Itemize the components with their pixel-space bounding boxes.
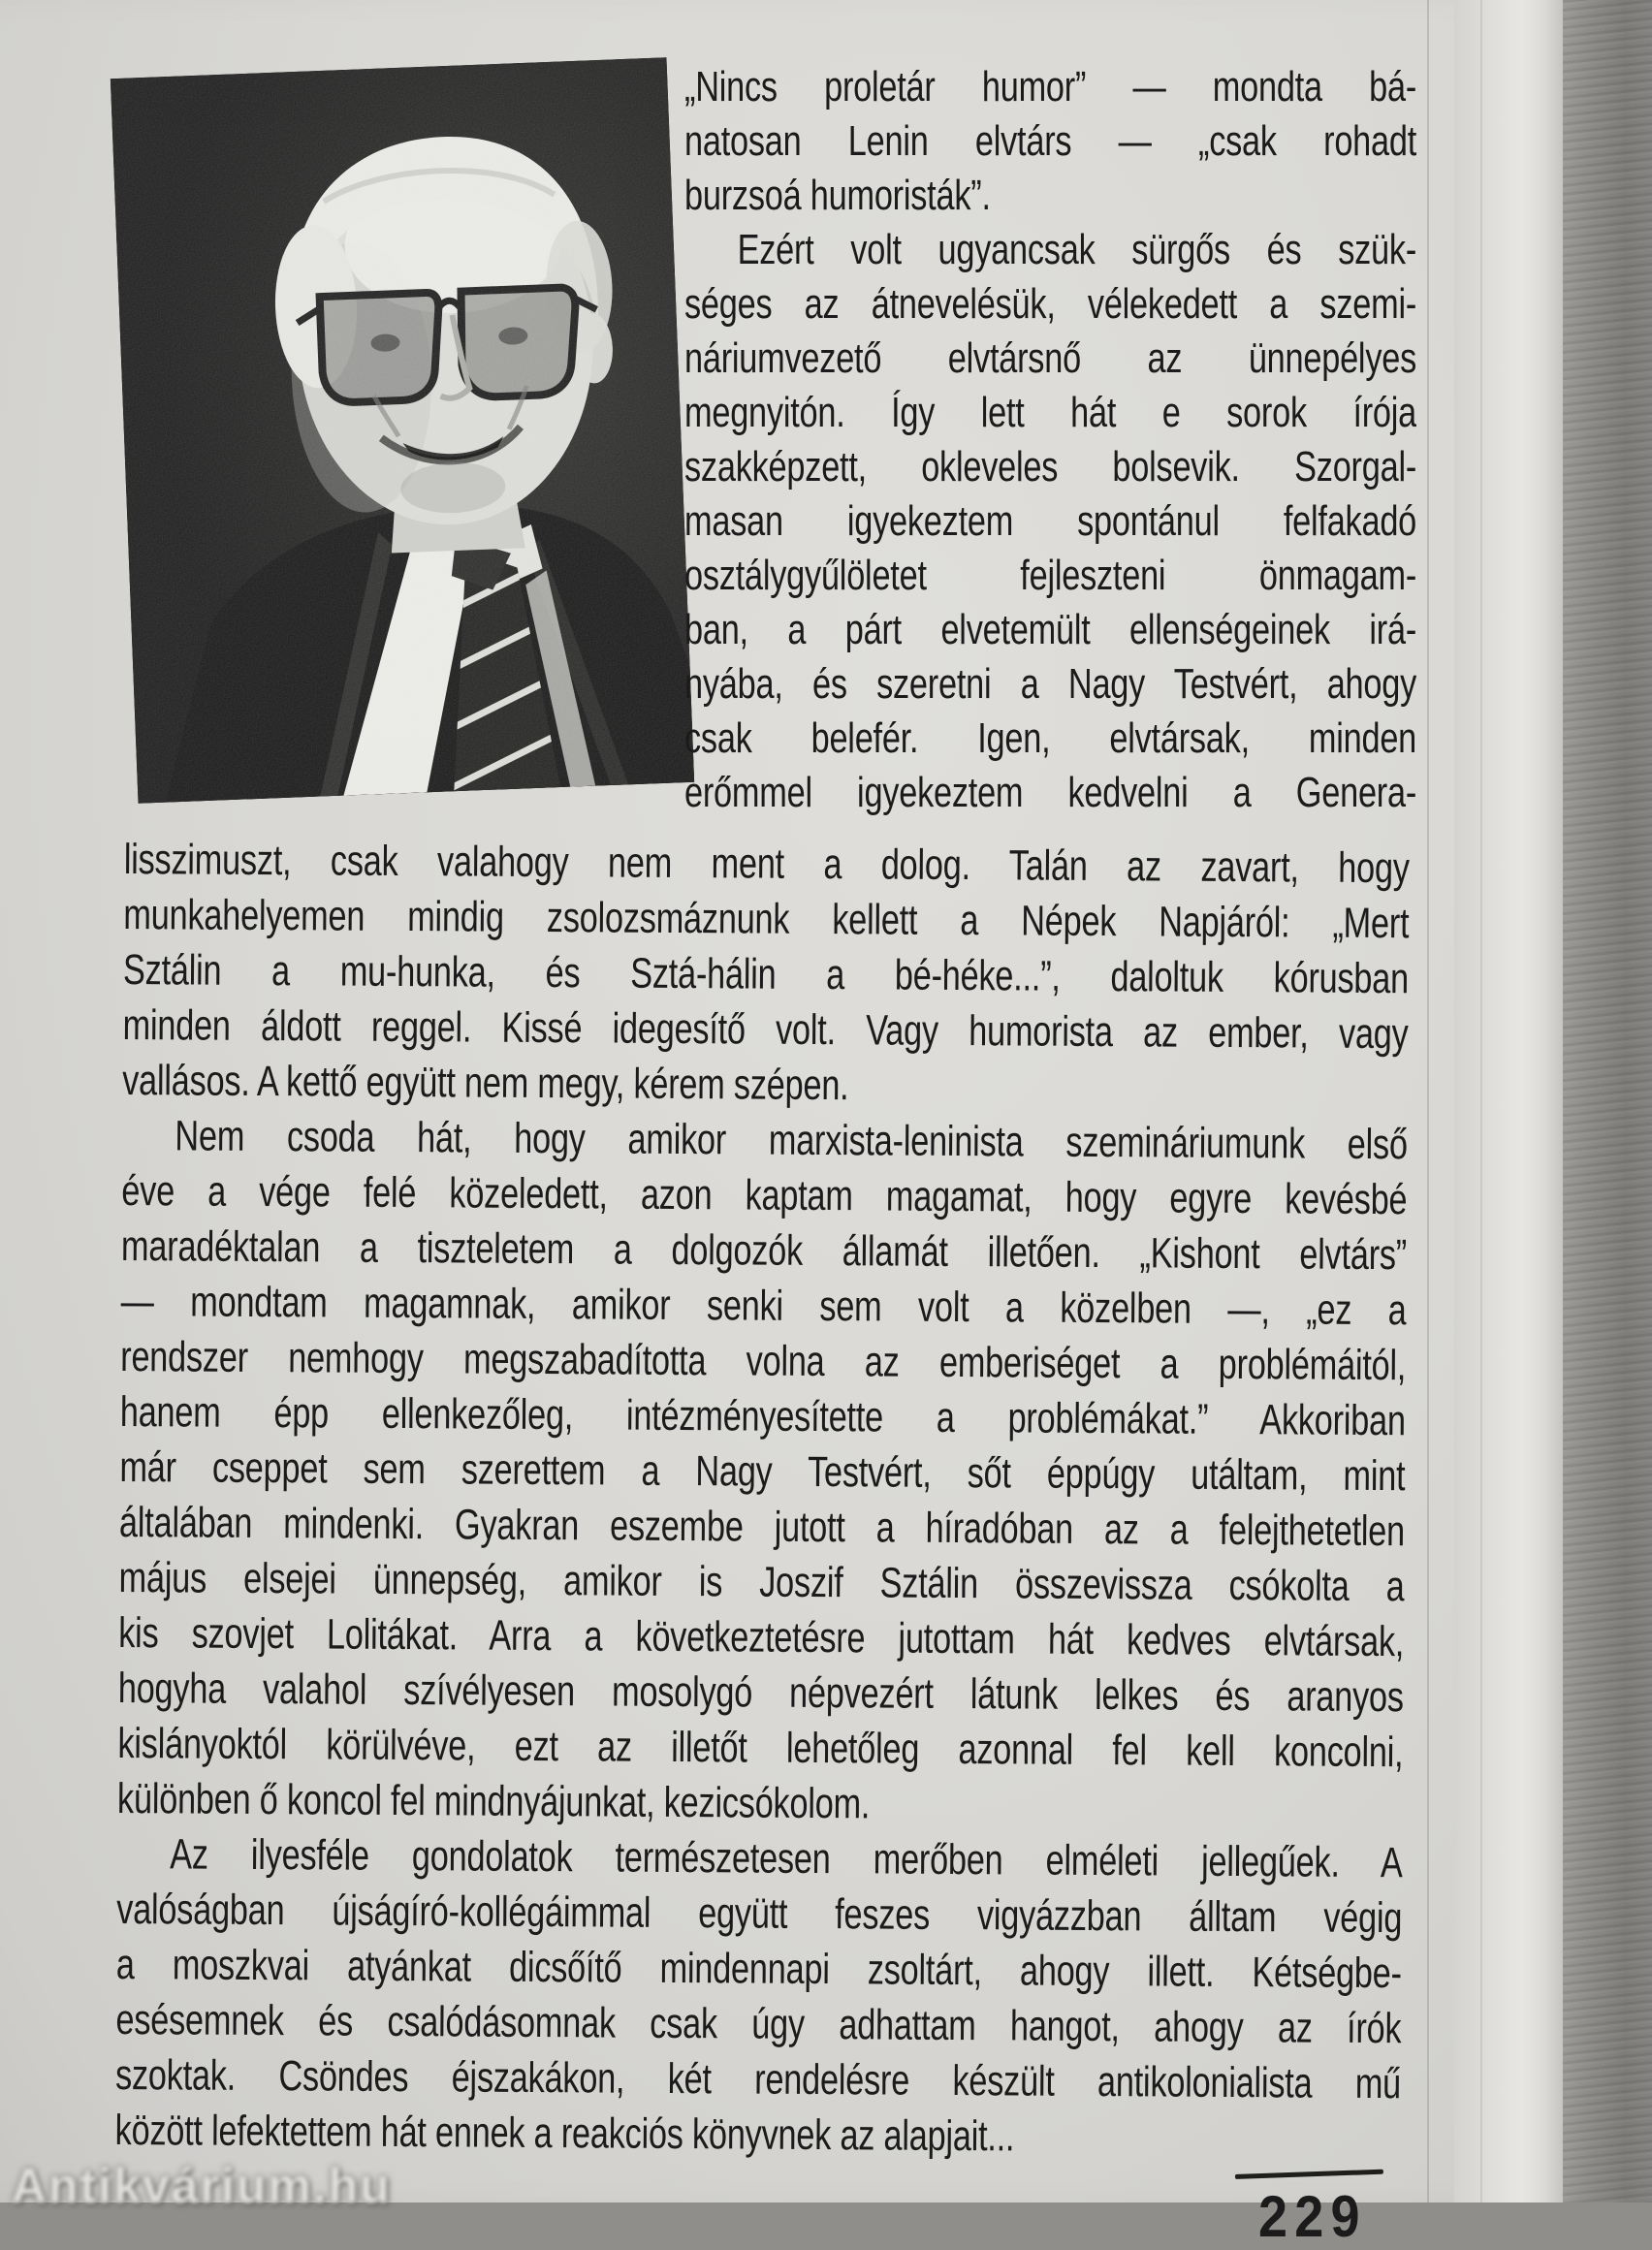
text-line: valóságban újságíró-kollégáimmal együtt feszes vigyázzban álltam végig <box>116 1885 1403 1943</box>
page-number-rule <box>1235 2170 1383 2179</box>
text-line: Sztálin a mu-hunka, és Sztá-hálin a bé-héke...”, daloltuk kórusban <box>122 945 1410 1003</box>
text-line: Az ilyesféle gondolatok természetesen merőben elméleti jellegűek. A <box>170 1830 1403 1887</box>
text-line: náriumvezető elvtársnő az ünnepélyes <box>684 334 1417 382</box>
text-line: masan igyekeztem spontánul felfakadó <box>684 497 1417 545</box>
text-line: — mondtam magamnak, amikor senki sem volt a közelben —, „ez a <box>120 1277 1407 1335</box>
text-line: maradéktalan a tiszteletem a dolgozók államát illetően. „Kishont elvtárs” <box>120 1221 1408 1280</box>
page-number: 229 <box>1258 2184 1367 2249</box>
text-line: minden áldott reggel. Kissé idegesítő volt. Vagy humorista az ember, vagy <box>122 1000 1409 1059</box>
text-line: kis szovjet Lolitákat. Arra a következtetésre jutottam hát kedves elvtársak, <box>118 1608 1405 1666</box>
text-line: esésemnek és csalódásomnak csak úgy adhattam hangot, ahogy az írók <box>115 1995 1402 2053</box>
text-line: „Nincs proletár humor” — mondta bá- <box>684 63 1417 111</box>
text-line: séges az átnevelésük, vélekedett a szemi- <box>684 280 1417 328</box>
text-line: Nem csoda hát, hogy amikor marxista-leninista szemináriumunk első <box>175 1112 1408 1169</box>
background-strip <box>1563 0 1652 2202</box>
text-line: kislányoktól körülvéve, ezt az illetőt lehetőleg azonnal fel kell koncolni, <box>117 1719 1404 1777</box>
intro-text-column <box>684 60 1417 820</box>
text-line: munkahelyemen mindig zsolozsmáznunk kellett a Népek Napjáról: „Mert <box>123 890 1410 948</box>
text-line: szakképzett, okleveles bolsevik. Szorgal- <box>684 443 1417 491</box>
text-line: lisszimuszt, csak valahogy nem ment a dolog. Talán az zavart, hogy <box>123 835 1410 893</box>
text-line: megnyitón. Így lett hát e sorok írója <box>684 389 1417 436</box>
text-line: vallásos. A kettő együtt nem megy, kérem szépen. <box>122 1056 849 1110</box>
text-line: csak belefér. Igen, elvtársak, minden <box>684 714 1417 762</box>
text-line: szoktak. Csöndes éjszakákon, két rendelésre készült antikolonialista mű <box>114 2050 1402 2108</box>
page-crease <box>1480 0 1482 2202</box>
portrait-photo <box>111 57 694 803</box>
text-line: különben ő koncol fel mindnyájunkat, kezicsókolom. <box>116 1774 871 1828</box>
text-line: ban, a párt elvetemült ellenségeinek irá- <box>684 606 1417 653</box>
page-edge <box>1454 0 1563 2202</box>
text-line: nyába, és szeretni a Nagy Testvért, ahogy <box>684 660 1417 708</box>
halftone-grain <box>111 57 694 803</box>
text-line: általában mindenki. Gyakran eszembe jutott a híradóban az a felejthetetlen <box>118 1498 1406 1556</box>
text-line: natosan Lenin elvtárs — „csak rohadt <box>684 117 1417 165</box>
text-line: május elsejei ünnepség, amikor is Joszif Sztálin összevissza csókolta a <box>118 1553 1405 1611</box>
body-text-column <box>114 832 1410 2167</box>
page-crease <box>1427 0 1429 2202</box>
text-line: a moszkvai atyánkat dicsőítő mindennapi zsoltárt, ahogy illett. Kétségbe- <box>115 1940 1402 1998</box>
text-line: között lefektettem hát ennek a reakciós könyvnek az alapjait... <box>114 2106 1015 2161</box>
text-line: már cseppet sem szerettem a Nagy Testvért, sőt éppúgy utáltam, mint <box>119 1442 1406 1501</box>
text-line: éve a vége felé közeledett, azon kaptam magamat, hogy egyre kevésbé <box>121 1166 1408 1224</box>
text-line: erőmmel igyekeztem kedvelni a Genera- <box>684 769 1417 816</box>
text-line: osztálygyűlöletet fejleszteni önmagam- <box>684 552 1417 599</box>
portrait-illustration <box>111 57 694 803</box>
text-line: Ezért volt ugyancsak sürgős és szük- <box>737 226 1417 273</box>
text-line: hanem épp ellenkezőleg, intézményesítette a problémákat.” Akkoriban <box>119 1387 1406 1445</box>
text-line: hogyha valahol szívélyesen mosolygó népvezért látunk lelkes és aranyos <box>117 1664 1404 1722</box>
text-line: burzsoá humoristák”. <box>684 172 991 219</box>
watermark: Antikvárium.hu <box>12 2159 392 2213</box>
text-line: rendszer nemhogy megszabadította volna az emberiséget a problémáitól, <box>120 1332 1407 1390</box>
